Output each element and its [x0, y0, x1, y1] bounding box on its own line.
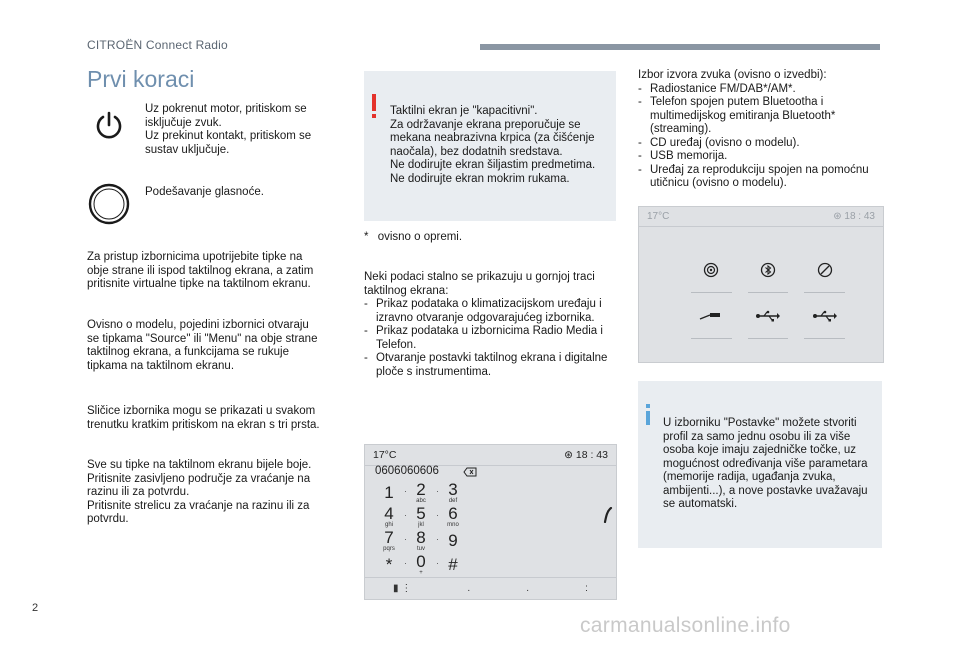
header-rule: [480, 44, 880, 50]
bluetooth-icon[interactable]: [740, 259, 797, 281]
usb-icon[interactable]: [796, 305, 853, 327]
sources-section: [638, 69, 888, 191]
status-bar: [639, 207, 883, 227]
cd-icon[interactable]: [796, 259, 853, 281]
key-1[interactable]: 1 ·: [373, 483, 405, 502]
footnote-text: ovisno o opremi.: [377, 231, 463, 243]
call-icon[interactable]: [603, 507, 613, 528]
clock-readout[interactable]: ⊛ 18 : 43: [564, 449, 608, 461]
key-7[interactable]: 7 pqrs ·: [373, 531, 405, 550]
page-number: 2: [32, 602, 39, 614]
top-bar-section: [364, 271, 620, 379]
keypad: [373, 479, 469, 576]
footnote-mark: *: [364, 231, 369, 243]
info-icon: [646, 390, 650, 438]
key-8[interactable]: 8 tuv ·: [405, 531, 437, 550]
list-item: - USB memorija.: [638, 150, 728, 162]
phone-bottom-item[interactable]: :: [585, 583, 588, 594]
document-header: CITROËN Connect Radio: [87, 38, 228, 52]
warning-icon: [372, 80, 376, 131]
key-6[interactable]: 6 mno: [447, 503, 459, 528]
watermark: carmanualsonline.info: [580, 614, 791, 637]
clock-readout[interactable]: ⊛ 18 : 43: [833, 211, 875, 222]
radio-icon[interactable]: [683, 259, 740, 281]
paragraph-source-menu: Ovisno o modelu, pojedini izbornici otvaraju se tipkama "Source" ili "Menu" na obje strane taktilnog ekrana, a funkcijama se rukuje tipkama na taktilnom ekranu.: [87, 319, 318, 372]
phone-menu-icon[interactable]: ▮ ⋮: [393, 583, 412, 594]
paragraph-access-menus: Za pristup izbornicima upotrijebite tipke na obje strane ili ispod taktilnog ekrana, a zatim pritisnite virtualne tipke na taktilnom ekranu.: [87, 251, 314, 290]
temperature-readout[interactable]: 17°C: [373, 449, 397, 461]
info-note: [638, 381, 882, 548]
list-item: - CD uređaj (ovisno o modelu).: [638, 136, 800, 149]
key-5[interactable]: 5 jkl ·: [405, 507, 437, 526]
power-icon: [87, 103, 131, 147]
aux-jack-icon[interactable]: [683, 305, 740, 327]
list-item: - Radiostanice FM/DAB*/AM*.: [638, 82, 796, 95]
volume-description: Podešavanje glasnoće.: [145, 186, 264, 198]
key-4[interactable]: 4 ghi ·: [373, 507, 405, 526]
phone-bottom-bar: [365, 577, 616, 599]
paragraph-thumbnails: Sličice izbornika mogu se prikazati u svakom trenutku kratkim pritiskom na ekran s tri prsta.: [87, 405, 320, 431]
top-bar-intro: Neki podaci stalno se prikazuju u gornjoj traci taktilnog ekrana:: [364, 271, 595, 297]
status-bar: [365, 445, 616, 466]
source-grid: [683, 259, 853, 327]
list-item: - Uređaj za reprodukciju spojen na pomoćnu utičnicu (ovisno o modelu).: [638, 163, 869, 189]
paragraph-white-keys: Sve su tipke na taktilnom ekranu bijele boje. Pritisnite zasivljeno područje za vraćanje na razinu ili za potvrdu. Pritisnite strelicu za vraćanje na razinu ili za potvrdu.: [87, 459, 312, 525]
usb-icon[interactable]: [740, 305, 797, 327]
key-2[interactable]: 2 abc ·: [405, 483, 437, 502]
temperature-readout[interactable]: 17°C: [647, 211, 670, 222]
list-item: - Prikaz podataka u izbornicima Radio Media i Telefon.: [364, 325, 603, 351]
key-star[interactable]: * ·: [373, 555, 405, 574]
key-9[interactable]: 9: [448, 530, 458, 550]
screen-sources: [638, 206, 884, 363]
control-row-power: [87, 103, 311, 157]
volume-knob-icon: [87, 182, 131, 226]
list-item: - Prikaz podataka o klimatizacijskom uređaju i izravno otvaranje odgovarajućeg izbornika.: [364, 298, 602, 324]
screen-phone: [364, 444, 617, 600]
key-hash[interactable]: #: [448, 554, 458, 574]
sources-intro: Izbor izvora zvuka (ovisno o izvedbi):: [638, 69, 827, 81]
list-item: - Telefon spojen putem Bluetootha i multimedijskog emitiranja Bluetooth* (streaming).: [638, 96, 836, 135]
dialed-number: 0606060606: [375, 465, 439, 477]
footnote: [364, 231, 462, 243]
warning-text: Taktilni ekran je "kapacitivni". Za održavanje ekrana preporučuje se mekana neabrazivna krpica (za čišćenje naočala), bez dodatnih sredstava. Ne dodirujte ekran šiljastim predmetima. Ne dodirujte ekran mokrim rukama.: [390, 105, 596, 185]
power-description: Uz pokrenut motor, pritiskom se isključuje zvuk. Uz prekinut kontakt, pritiskom se sustav uključuje.: [145, 103, 312, 156]
phone-bottom-item[interactable]: .: [526, 583, 530, 594]
backspace-icon[interactable]: [463, 464, 477, 482]
warning-note: [364, 71, 616, 221]
key-3[interactable]: 3 def: [448, 479, 458, 504]
key-0[interactable]: 0 + ·: [405, 555, 437, 574]
list-item: - Otvaranje postavki taktilnog ekrana i digitalne ploče s instrumentima.: [364, 352, 608, 378]
page-title: Prvi koraci: [87, 66, 195, 92]
info-text: U izborniku "Postavke" možete stvoriti profil za samo jednu osobu ili za više osoba koje imaju zajedničke točke, uz mogućnost određivanja više parametara (memorije radija, ugađanja zvuka, ambijenti...), a nove postavke uvažavaju se automatski.: [663, 417, 868, 510]
control-row-volume: [87, 182, 264, 226]
phone-bottom-item[interactable]: .: [467, 583, 471, 594]
